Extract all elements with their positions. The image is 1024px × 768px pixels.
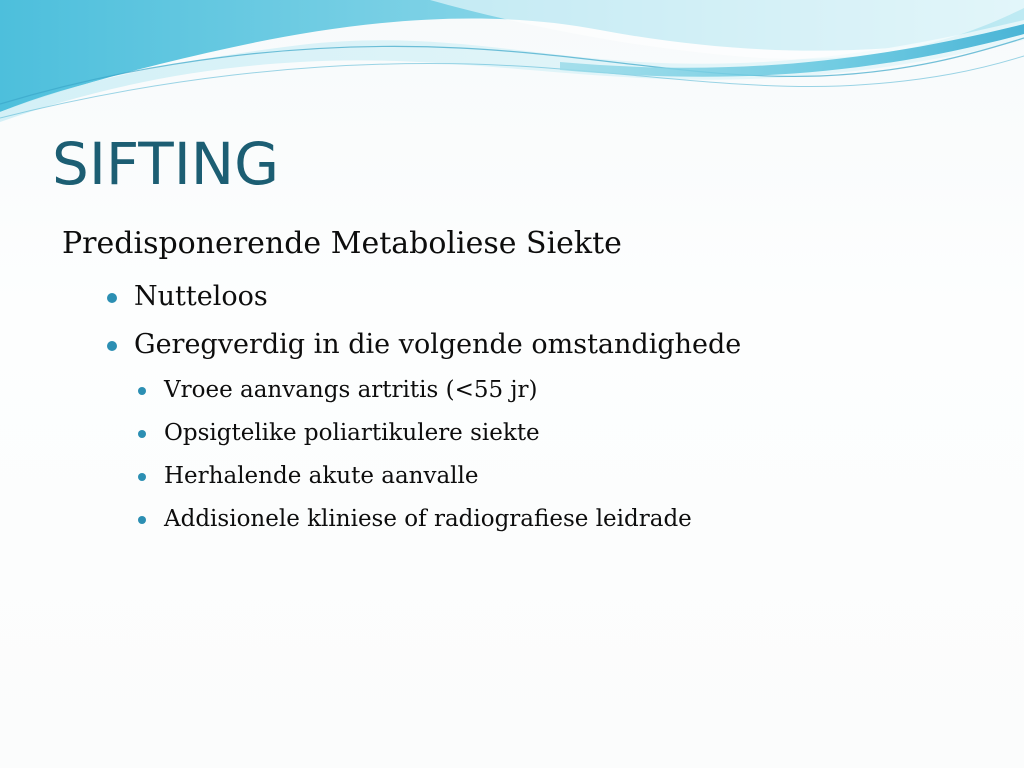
bullet-icon: [138, 387, 146, 395]
sub-bullet-text: Opsigtelike poliartikulere siekte: [164, 420, 540, 446]
section-heading: Predisponerende Metaboliese Siekte: [62, 226, 622, 261]
bullet-icon: [107, 293, 117, 303]
wave-banner: [0, 0, 1024, 130]
sub-bullet-text: Addisionele kliniese of radiografiese leidrade: [164, 506, 692, 532]
bullet-text: Geregverdig in die volgende omstandighede: [134, 329, 742, 360]
slide-title: SIFTING: [52, 130, 280, 198]
bullet-text: Nutteloos: [134, 281, 268, 312]
bullet-icon: [138, 473, 146, 481]
bullet-icon: [138, 430, 146, 438]
bullet-item: [134, 321, 992, 369]
sub-bullet-item: [164, 412, 992, 455]
bullet-item: [134, 273, 992, 321]
sub-bullet-item: [164, 498, 992, 541]
sub-bullet-text: Herhalende akute aanvalle: [164, 463, 479, 489]
sub-bullet-text: Vroee aanvangs artritis (<55 jr): [164, 377, 538, 403]
slide-content: [62, 222, 992, 541]
bullet-icon: [138, 516, 146, 524]
bullet-icon: [107, 341, 117, 351]
sub-bullet-item: [164, 455, 992, 498]
sub-bullet-item: [164, 369, 992, 412]
